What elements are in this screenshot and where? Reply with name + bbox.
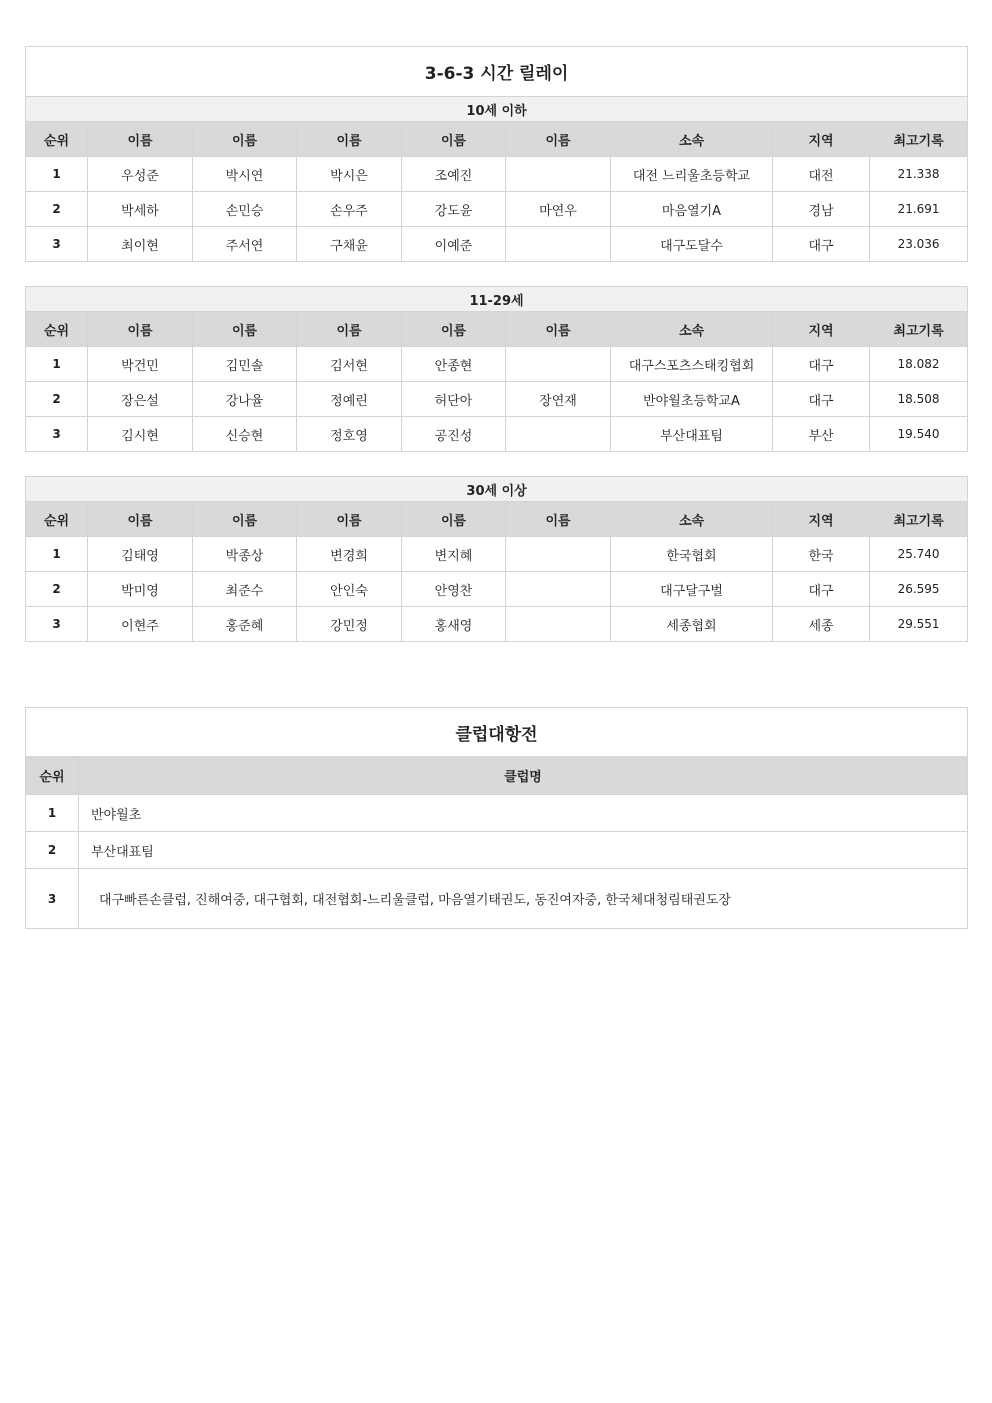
name-cell: 박종상 xyxy=(193,537,297,572)
region-cell: 대구 xyxy=(773,347,870,382)
name-cell xyxy=(506,417,611,452)
rank-cell: 3 xyxy=(26,607,88,642)
table-row xyxy=(26,347,968,382)
record-cell: 29.551 xyxy=(870,607,968,642)
team-cell: 대구달구벌 xyxy=(611,572,773,607)
record-cell: 21.338 xyxy=(870,157,968,192)
name-cell: 공진성 xyxy=(402,417,506,452)
col-header-rank: 순위 xyxy=(26,757,79,795)
col-header-team: 소속 xyxy=(611,312,773,347)
col-header-name: 이름 xyxy=(402,502,506,537)
col-header-name: 이름 xyxy=(297,502,402,537)
col-header-team: 소속 xyxy=(611,502,773,537)
col-header-name: 이름 xyxy=(193,502,297,537)
col-header-rank: 순위 xyxy=(26,122,88,157)
table-row xyxy=(26,382,968,417)
region-cell: 한국 xyxy=(773,537,870,572)
name-cell: 장은설 xyxy=(88,382,193,417)
team-cell: 마음열기A xyxy=(611,192,773,227)
name-cell: 강도윤 xyxy=(402,192,506,227)
col-header-record: 최고기록 xyxy=(870,312,968,347)
table-row xyxy=(26,157,968,192)
table-row xyxy=(26,832,968,869)
club-name-cell: 부산대표팀 xyxy=(79,832,968,869)
name-cell: 이예준 xyxy=(402,227,506,262)
club-table xyxy=(25,707,968,929)
col-header-name: 이름 xyxy=(88,312,193,347)
col-header-rank: 순위 xyxy=(26,502,88,537)
rank-cell: 2 xyxy=(26,832,79,869)
relay-title: 3-6-3 시간 릴레이 xyxy=(26,47,968,97)
name-cell: 김시현 xyxy=(88,417,193,452)
relay-table-30-plus xyxy=(25,476,968,642)
rank-cell: 2 xyxy=(26,572,88,607)
relay-table-under-10 xyxy=(25,46,968,262)
col-header-name: 이름 xyxy=(506,502,611,537)
name-cell: 이현주 xyxy=(88,607,193,642)
name-cell xyxy=(506,347,611,382)
table-row xyxy=(26,869,968,929)
col-header-name: 이름 xyxy=(193,122,297,157)
name-cell: 박시은 xyxy=(297,157,402,192)
name-cell: 박세하 xyxy=(88,192,193,227)
col-header-region: 지역 xyxy=(773,122,870,157)
region-cell: 대구 xyxy=(773,572,870,607)
region-cell: 경남 xyxy=(773,192,870,227)
rank-cell: 3 xyxy=(26,869,79,929)
col-header-team: 소속 xyxy=(611,122,773,157)
club-name-cell: 반야월초 xyxy=(79,795,968,832)
name-cell: 박시연 xyxy=(193,157,297,192)
col-header-name: 이름 xyxy=(506,122,611,157)
team-cell: 부산대표팀 xyxy=(611,417,773,452)
col-header-name: 이름 xyxy=(506,312,611,347)
col-header-region: 지역 xyxy=(773,502,870,537)
name-cell: 조예진 xyxy=(402,157,506,192)
name-cell: 허단아 xyxy=(402,382,506,417)
name-cell: 안인숙 xyxy=(297,572,402,607)
name-cell: 주서연 xyxy=(193,227,297,262)
region-cell: 부산 xyxy=(773,417,870,452)
rank-cell: 1 xyxy=(26,157,88,192)
col-header-name: 이름 xyxy=(402,122,506,157)
club-title: 클럽대항전 xyxy=(26,708,968,757)
table-row xyxy=(26,607,968,642)
team-cell: 세종협회 xyxy=(611,607,773,642)
name-cell: 정호영 xyxy=(297,417,402,452)
rank-cell: 1 xyxy=(26,537,88,572)
category-label: 10세 이하 xyxy=(26,97,968,122)
name-cell: 김태영 xyxy=(88,537,193,572)
table-row xyxy=(26,227,968,262)
name-cell: 신승현 xyxy=(193,417,297,452)
name-cell: 박건민 xyxy=(88,347,193,382)
region-cell: 세종 xyxy=(773,607,870,642)
name-cell: 마연우 xyxy=(506,192,611,227)
name-cell xyxy=(506,572,611,607)
category-label: 30세 이상 xyxy=(26,477,968,502)
rank-cell: 2 xyxy=(26,382,88,417)
name-cell: 강나율 xyxy=(193,382,297,417)
name-cell: 손민승 xyxy=(193,192,297,227)
rank-cell: 3 xyxy=(26,227,88,262)
name-cell: 홍준혜 xyxy=(193,607,297,642)
name-cell xyxy=(506,537,611,572)
table-row xyxy=(26,795,968,832)
table-row xyxy=(26,537,968,572)
name-cell: 홍새영 xyxy=(402,607,506,642)
col-header-name: 이름 xyxy=(402,312,506,347)
col-header-name: 이름 xyxy=(297,122,402,157)
record-cell: 26.595 xyxy=(870,572,968,607)
name-cell: 김서현 xyxy=(297,347,402,382)
name-cell: 정예린 xyxy=(297,382,402,417)
record-cell: 25.740 xyxy=(870,537,968,572)
header-row xyxy=(26,312,968,347)
col-header-name: 이름 xyxy=(193,312,297,347)
region-cell: 대구 xyxy=(773,382,870,417)
name-cell: 최이현 xyxy=(88,227,193,262)
name-cell: 박미영 xyxy=(88,572,193,607)
col-header-name: 이름 xyxy=(88,122,193,157)
header-row xyxy=(26,122,968,157)
record-cell: 21.691 xyxy=(870,192,968,227)
table-row xyxy=(26,192,968,227)
record-cell: 18.508 xyxy=(870,382,968,417)
team-cell: 한국협회 xyxy=(611,537,773,572)
team-cell: 대구스포츠스태킹협회 xyxy=(611,347,773,382)
team-cell: 반야월초등학교A xyxy=(611,382,773,417)
region-cell: 대구 xyxy=(773,227,870,262)
header-row xyxy=(26,757,968,795)
name-cell: 김민솔 xyxy=(193,347,297,382)
col-header-name: 이름 xyxy=(297,312,402,347)
name-cell: 변지혜 xyxy=(402,537,506,572)
rank-cell: 1 xyxy=(26,347,88,382)
table-row xyxy=(26,417,968,452)
name-cell: 강민정 xyxy=(297,607,402,642)
col-header-name: 이름 xyxy=(88,502,193,537)
relay-table-11-29 xyxy=(25,286,968,452)
rank-cell: 3 xyxy=(26,417,88,452)
region-cell: 대전 xyxy=(773,157,870,192)
name-cell: 최준수 xyxy=(193,572,297,607)
table-row xyxy=(26,572,968,607)
name-cell: 변경희 xyxy=(297,537,402,572)
col-header-record: 최고기록 xyxy=(870,502,968,537)
rank-cell: 1 xyxy=(26,795,79,832)
name-cell: 우성준 xyxy=(88,157,193,192)
name-cell: 장연재 xyxy=(506,382,611,417)
col-header-record: 최고기록 xyxy=(870,122,968,157)
name-cell: 구채윤 xyxy=(297,227,402,262)
club-name-cell: 대구빠른손클럽, 진해여중, 대구협회, 대전협회-느리울클럽, 마음열기태권도, 동진여자중, 한국체대청림태권도장 xyxy=(79,869,968,929)
team-cell: 대전 느리울초등학교 xyxy=(611,157,773,192)
name-cell xyxy=(506,227,611,262)
header-row xyxy=(26,502,968,537)
name-cell: 안종현 xyxy=(402,347,506,382)
team-cell: 대구도달수 xyxy=(611,227,773,262)
name-cell: 손우주 xyxy=(297,192,402,227)
category-label: 11-29세 xyxy=(26,287,968,312)
rank-cell: 2 xyxy=(26,192,88,227)
name-cell xyxy=(506,607,611,642)
record-cell: 19.540 xyxy=(870,417,968,452)
name-cell xyxy=(506,157,611,192)
name-cell: 안영찬 xyxy=(402,572,506,607)
record-cell: 23.036 xyxy=(870,227,968,262)
col-header-region: 지역 xyxy=(773,312,870,347)
col-header-rank: 순위 xyxy=(26,312,88,347)
record-cell: 18.082 xyxy=(870,347,968,382)
col-header-club-name: 클럽명 xyxy=(79,757,968,795)
